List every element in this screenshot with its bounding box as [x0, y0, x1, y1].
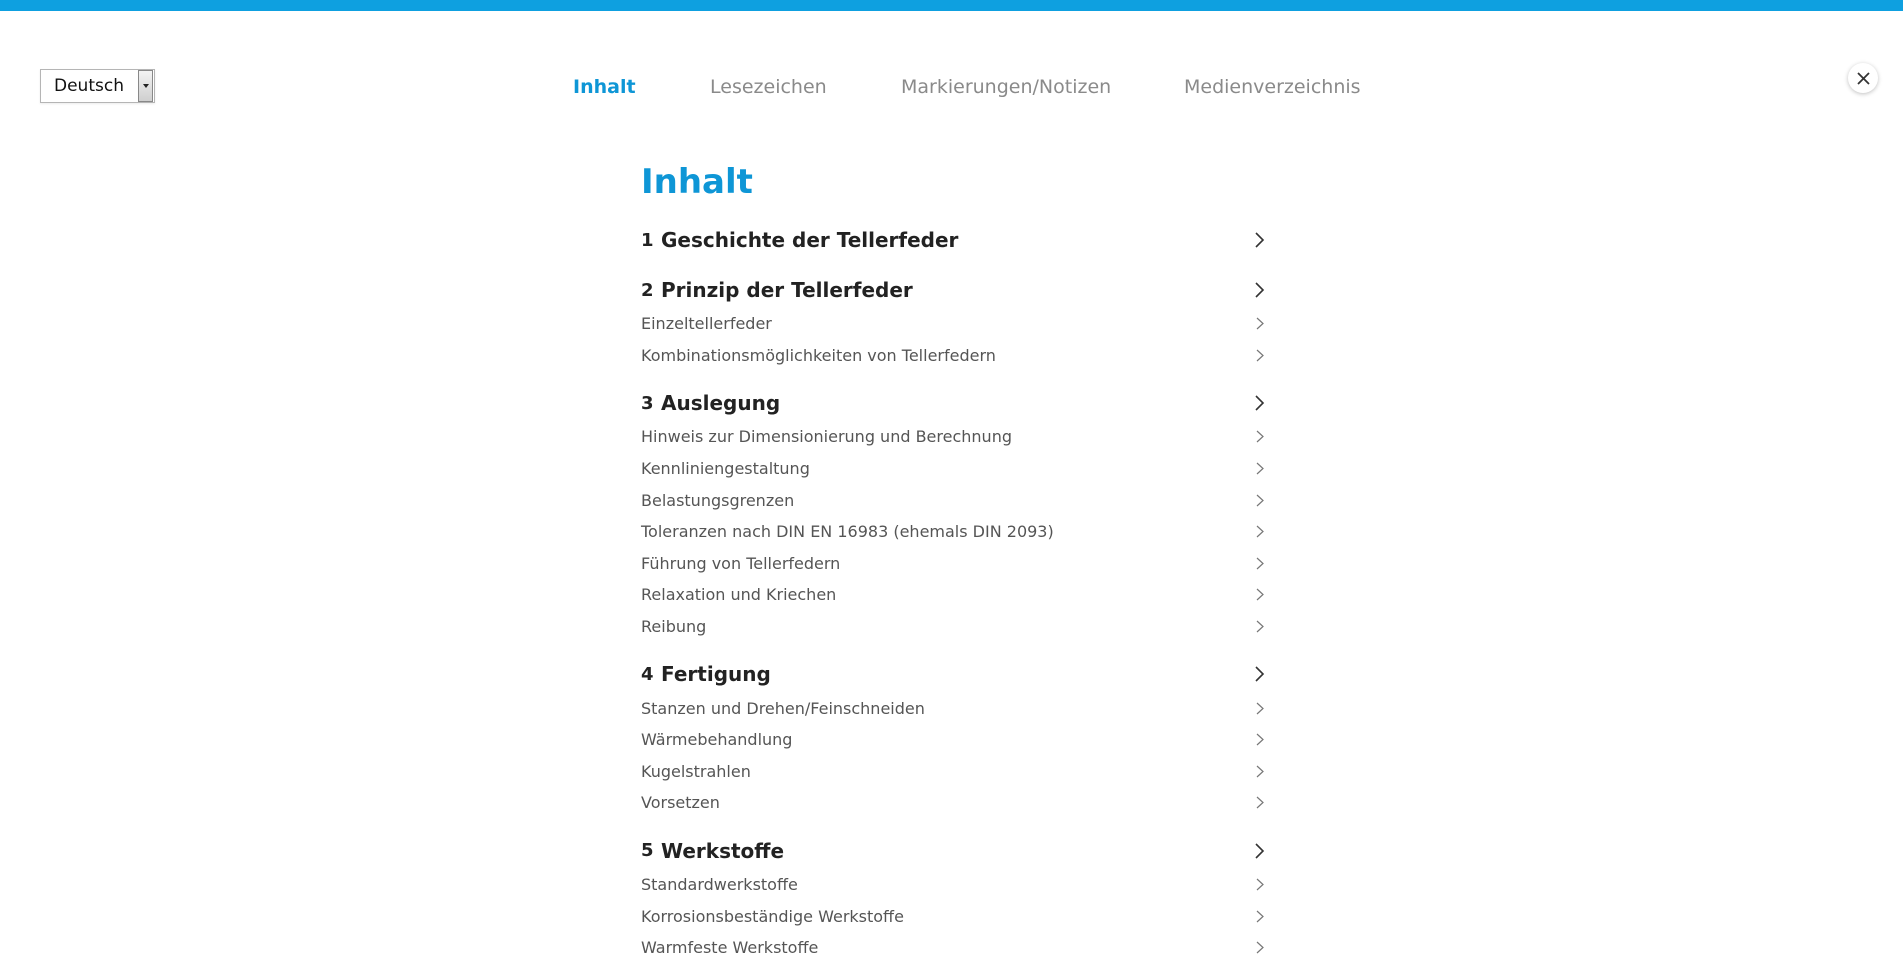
chevron-right-icon — [1254, 524, 1266, 539]
toc-chapter — [641, 385, 1266, 642]
section-title: Relaxation und Kriechen — [641, 585, 837, 605]
chapter-number: 3 — [641, 392, 654, 414]
chevron-right-icon — [1254, 493, 1266, 508]
chapter-title: Prinzip der Tellerfeder — [661, 278, 913, 302]
section-title: Kugelstrahlen — [641, 761, 751, 781]
section-title: Vorsetzen — [641, 793, 720, 813]
chapter-link[interactable] — [641, 385, 1266, 421]
chevron-right-icon — [1252, 281, 1266, 299]
chapter-title: Fertigung — [661, 662, 771, 687]
chevron-right-icon — [1254, 619, 1266, 634]
chevron-right-icon — [1252, 842, 1266, 860]
chevron-right-icon — [1254, 556, 1266, 571]
section-link[interactable] — [641, 611, 1266, 643]
section-title: Standardwerkstoffe — [641, 875, 798, 895]
page-title: Inhalt — [641, 162, 753, 202]
tab-medienverzeichnis[interactable]: Medienverzeichnis — [1184, 76, 1361, 98]
chapter-title: Geschichte der Tellerfeder — [661, 228, 959, 252]
toc-chapter — [641, 656, 1266, 818]
section-link[interactable] — [641, 932, 1266, 964]
chevron-right-icon — [1254, 732, 1266, 747]
section-link[interactable] — [641, 340, 1266, 372]
section-title: Warmfeste Werkstoffe — [641, 938, 819, 958]
chevron-right-icon — [1254, 764, 1266, 779]
section-title: Einzeltellerfeder — [641, 314, 772, 334]
section-title: Korrosionsbeständige Werkstoffe — [641, 906, 904, 926]
section-link[interactable] — [641, 421, 1266, 453]
section-link[interactable] — [641, 548, 1266, 580]
toc-list — [641, 222, 1266, 964]
chapter-link[interactable] — [641, 222, 1266, 258]
tab-inhalt[interactable]: Inhalt — [573, 76, 636, 98]
chevron-right-icon — [1254, 461, 1266, 476]
chevron-right-icon — [1254, 909, 1266, 924]
chevron-right-icon — [1254, 587, 1266, 602]
chapter-link[interactable] — [641, 833, 1266, 869]
section-link[interactable] — [641, 724, 1266, 756]
toc-panel — [641, 160, 1266, 978]
top-accent-bar — [0, 0, 1903, 11]
chevron-right-icon — [1252, 394, 1266, 412]
chapter-title: Auslegung — [661, 391, 781, 416]
section-link[interactable] — [641, 787, 1266, 819]
toc-chapter — [641, 272, 1266, 371]
tab-lesezeichen[interactable]: Lesezeichen — [710, 76, 827, 98]
chapter-link[interactable] — [641, 656, 1266, 692]
section-link[interactable] — [641, 579, 1266, 611]
section-link[interactable] — [641, 308, 1266, 340]
chevron-right-icon — [1252, 231, 1266, 249]
section-title: Kennliniengestaltung — [641, 459, 810, 479]
chapter-number: 4 — [641, 663, 654, 685]
language-select-value: Deutsch — [54, 76, 124, 96]
chapter-link[interactable] — [641, 272, 1266, 308]
chevron-right-icon — [1254, 701, 1266, 716]
section-title: Hinweis zur Dimensionierung und Berechnung — [641, 427, 1012, 447]
section-link[interactable] — [641, 484, 1266, 516]
chevron-right-icon — [1254, 348, 1266, 363]
section-link[interactable] — [641, 692, 1266, 724]
section-title: Stanzen und Drehen/Feinschneiden — [641, 698, 925, 718]
section-title: Kombinationsmöglichkeiten von Tellerfedern — [641, 345, 996, 365]
toc-chapter — [641, 833, 1266, 964]
chevron-right-icon — [1254, 877, 1266, 892]
section-title: Toleranzen nach DIN EN 16983 (ehemals DIN 2093) — [641, 522, 1054, 542]
section-link[interactable] — [641, 516, 1266, 548]
section-link[interactable] — [641, 756, 1266, 788]
section-link[interactable] — [641, 900, 1266, 932]
close-button[interactable] — [1848, 63, 1878, 93]
chapter-number: 1 — [641, 229, 654, 251]
toc-chapter — [641, 222, 1266, 258]
chapter-number: 5 — [641, 840, 654, 862]
close-icon — [1857, 72, 1870, 85]
section-title: Führung von Tellerfedern — [641, 553, 841, 573]
chevron-right-icon — [1254, 429, 1266, 444]
tab-markierungen-notizen[interactable]: Markierungen/Notizen — [901, 76, 1112, 98]
chevron-right-icon — [1252, 665, 1266, 683]
section-link[interactable] — [641, 869, 1266, 901]
section-title: Wärmebehandlung — [641, 730, 793, 750]
tab-bar — [0, 76, 1903, 102]
chevron-right-icon — [1254, 940, 1266, 955]
chapter-title: Werkstoffe — [661, 838, 785, 863]
section-title: Belastungsgrenzen — [641, 490, 795, 510]
section-title: Reibung — [641, 617, 707, 637]
section-link[interactable] — [641, 453, 1266, 485]
chapter-number: 2 — [641, 279, 654, 301]
chevron-right-icon — [1254, 316, 1266, 331]
chevron-right-icon — [1254, 795, 1266, 810]
